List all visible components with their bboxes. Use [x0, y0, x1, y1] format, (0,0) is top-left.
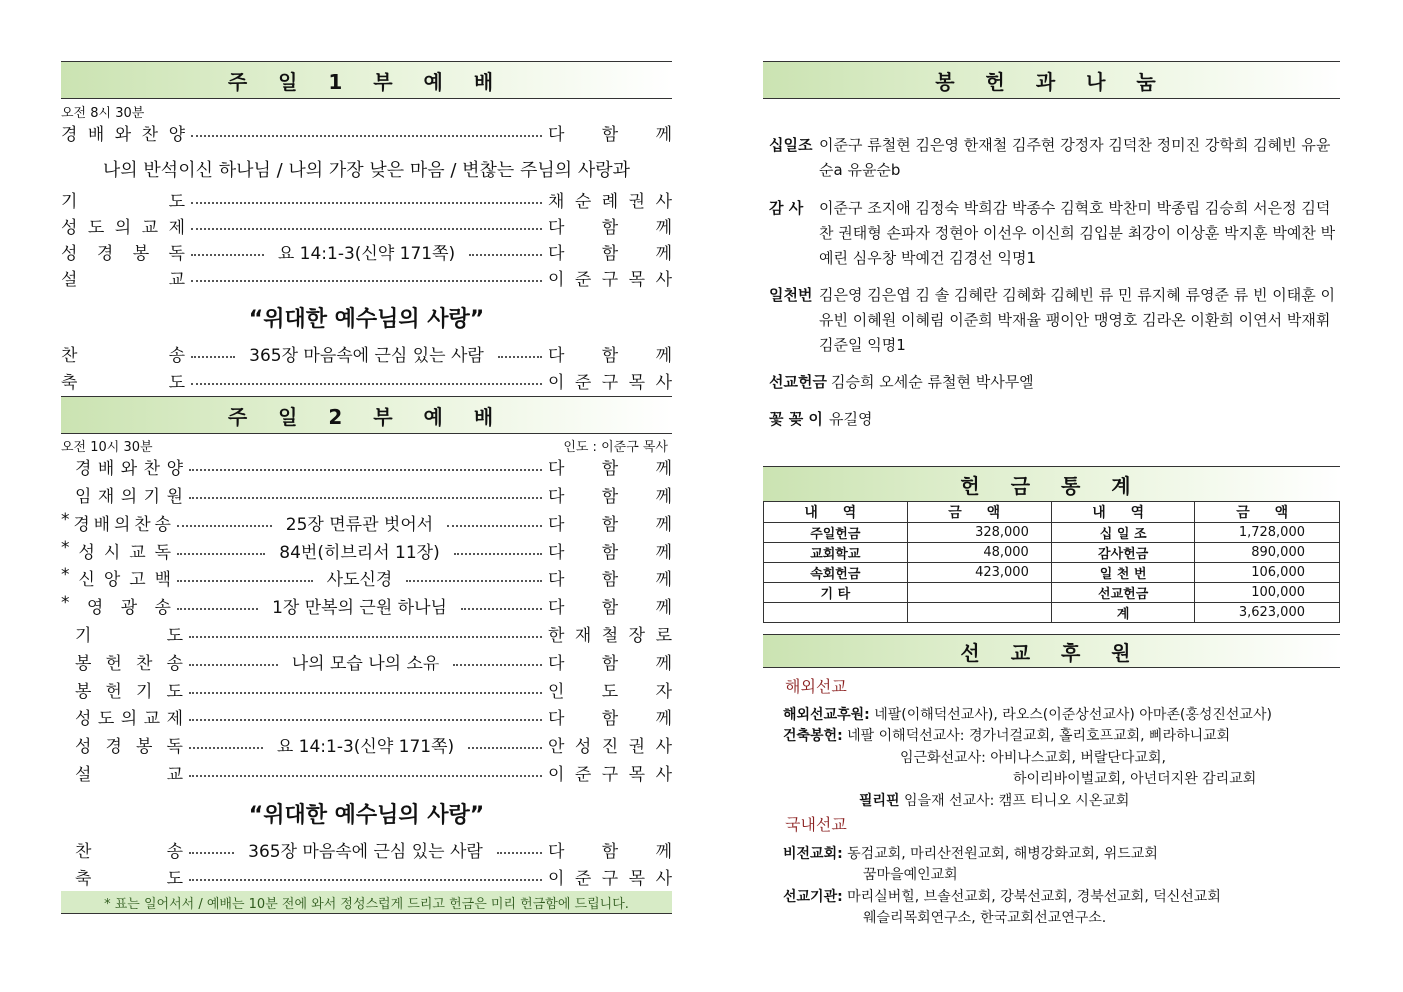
mission-line [783, 843, 1158, 863]
item-detail: 84번(히브리서 11장) [279, 542, 440, 563]
mission-text: 임근화선교사: 아비나스교회, 버랄단다교회, [900, 750, 1166, 766]
stats-amount: 423,000 [907, 563, 1051, 583]
item-label: 기 도 [75, 625, 183, 646]
item-leader: 다 함 께 [548, 243, 672, 264]
dot-leader [468, 747, 542, 749]
offering-header: 봉 헌 과 나 눔 [763, 61, 1340, 99]
stats-amount: 106,000 [1195, 563, 1340, 583]
offering-names: 유길영 [829, 410, 873, 428]
offering-group [763, 407, 1340, 432]
item-label: * 성 시 교 독 [61, 537, 171, 563]
mission-line [863, 907, 1106, 927]
dot-leader [191, 383, 542, 385]
item-leader: 채 순 례 권 사 [548, 191, 672, 212]
item-leader: 한 재 철 장 로 [548, 625, 672, 646]
item-label: 임 재 의 기 원 [75, 486, 183, 507]
stats-item: 감사헌금 [1051, 543, 1195, 563]
order-of-service-row [61, 676, 672, 702]
item-leader: 다 함 께 [548, 569, 673, 590]
item-label: 찬 송 [61, 345, 185, 366]
item-label: 축 도 [61, 372, 185, 393]
stats-item [764, 603, 908, 623]
item-leader: 이 준 구 목 사 [548, 764, 672, 785]
dot-leader [189, 497, 542, 499]
overseas-mission-title: 해외선교 [785, 677, 847, 696]
order-of-service-row [61, 592, 672, 618]
item-label: 성 경 봉 독 [75, 736, 183, 757]
item-label: 봉 헌 찬 송 [75, 653, 183, 674]
mission-category: 비전교회: [783, 846, 843, 862]
dot-leader [191, 254, 264, 256]
stats-row [764, 583, 1340, 603]
stats-item: 교회학교 [764, 543, 908, 563]
order-of-service-row [61, 564, 672, 590]
item-detail: 1장 만복의 근원 하나님 [272, 597, 447, 618]
dot-leader [191, 356, 235, 358]
stats-item: 주일헌금 [764, 523, 908, 543]
item-detail: 25장 면류관 벗어서 [285, 514, 434, 535]
offering-type: 감 사 [769, 199, 804, 217]
mission-line [783, 725, 1230, 745]
mission-category: 필리핀 [859, 793, 900, 809]
stats-item: 계 [1051, 603, 1195, 623]
dot-leader [189, 747, 263, 749]
item-label: 설 교 [75, 764, 183, 785]
order-of-service-row [61, 863, 672, 889]
order-of-service-row [61, 509, 672, 535]
mission-line [783, 704, 1272, 724]
dot-leader [191, 202, 542, 204]
dot-leader [461, 608, 542, 610]
item-leader: 다 함 께 [548, 653, 672, 674]
item-detail: 요 14:1-3(신약 171쪽) [277, 243, 456, 264]
service2-time: 오전 10시 30분 [61, 440, 153, 455]
stats-item: 속회헌금 [764, 563, 908, 583]
item-label: 봉 헌 기 도 [75, 681, 183, 702]
item-leader: 안 성 진 권 사 [548, 736, 672, 757]
order-of-service-row [61, 703, 672, 729]
footer-note: * 표는 일어서서 / 예배는 10분 전에 와서 정성스럽게 드리고 헌금은 미리 헌금함에 드립니다. [61, 891, 672, 914]
order-of-service-row [61, 119, 672, 145]
dot-leader [189, 636, 542, 638]
order-of-service-row [61, 759, 672, 785]
dot-leader [189, 775, 542, 777]
dot-leader [189, 664, 278, 666]
offering-stats-table [763, 501, 1340, 623]
mission-text: 네팔 이해덕선교사: 경가너걸교회, 홀리호프교회, 삐라하니교회 [842, 728, 1231, 744]
item-label: 기 도 [61, 191, 185, 212]
item-label: 경 배 와 찬 양 [61, 124, 185, 145]
dot-leader [177, 525, 272, 527]
offering-names: 김은영 김은엽 김 솔 김혜란 김혜화 김혜빈 류 민 류지혜 류영준 류 빈 이태훈 이유빈 이혜원 이혜림 이준희 박재율 팽이안 맹영호 김라온 이환희 이연서 박재휘 김준일 익명1 [819, 286, 1335, 354]
stats-amount: 48,000 [907, 543, 1051, 563]
order-of-service-row [61, 731, 672, 757]
order-of-service-row [61, 264, 672, 290]
mission-header: 선 교 후 원 [763, 634, 1340, 668]
offering-type: 선교헌금 [769, 373, 827, 391]
stats-header: 헌 금 통 계 [763, 466, 1340, 502]
item-detail: 365장 마음속에 근심 있는 사람 [249, 345, 484, 366]
order-of-service-row [61, 481, 672, 507]
item-leader: 다 함 께 [548, 458, 672, 479]
item-detail: 사도신경 [326, 569, 393, 590]
dot-leader [177, 580, 313, 582]
mission-text: 네팔(이해덕선교사), 라오스(이준상선교사) 아마존(홍성진선교사) [869, 707, 1272, 723]
dot-leader [406, 580, 542, 582]
dot-leader [498, 356, 542, 358]
mission-text: 임을재 선교사: 캠프 티니오 시온교회 [899, 793, 1130, 809]
item-leader: 다 함 께 [548, 217, 672, 238]
stats-amount: 100,000 [1195, 583, 1340, 603]
dot-leader [191, 228, 542, 230]
stats-row [764, 543, 1340, 563]
item-leader: 다 함 께 [548, 597, 673, 618]
order-of-service-row [61, 340, 672, 366]
item-label: 설 교 [61, 269, 185, 290]
offering-names: 김승희 오세순 류철현 박사무엘 [831, 373, 1034, 391]
dot-leader [177, 553, 265, 555]
stats-item: 일 천 번 [1051, 563, 1195, 583]
item-leader: 다 함 께 [548, 841, 672, 862]
order-of-service-row [61, 836, 672, 862]
dot-leader [469, 254, 542, 256]
offering-group [763, 196, 1340, 271]
item-label: * 경 배 의 찬 송 [61, 509, 171, 535]
item-label: 축 도 [75, 868, 183, 889]
order-of-service-row [61, 620, 672, 646]
item-label: * 영 광 송 [61, 592, 171, 618]
item-leader: 다 함 께 [548, 486, 672, 507]
stats-row [764, 563, 1340, 583]
order-of-service-row [61, 367, 672, 393]
mission-category: 해외선교후원: [783, 707, 870, 723]
service1-time: 오전 8시 30분 [61, 106, 145, 121]
item-label: 성 도 의 교 제 [61, 217, 185, 238]
item-detail: 요 14:1-3(신약 171쪽) [276, 736, 455, 757]
item-label: * 신 앙 고 백 [61, 564, 171, 590]
stats-row [764, 603, 1340, 623]
dot-leader [189, 692, 542, 694]
stats-col-header: 내 역 [1051, 502, 1195, 523]
mission-text: 마리실버힐, 브솔선교회, 강북선교회, 경북선교회, 덕신선교회 [842, 889, 1221, 905]
order-of-service-row [61, 186, 672, 212]
mission-text: 꿈마을예인교회 [863, 867, 958, 883]
stats-amount: 328,000 [907, 523, 1051, 543]
item-label: 성 경 봉 독 [61, 243, 185, 264]
service2-header: 주 일 2 부 예 배 [61, 396, 672, 434]
item-leader: 다 함 께 [548, 708, 672, 729]
mission-category: 선교기관: [783, 889, 843, 905]
offering-group [763, 133, 1340, 183]
dot-leader [189, 719, 542, 721]
mission-line [783, 886, 1221, 906]
item-label: 경 배 와 찬 양 [75, 458, 183, 479]
mission-text: 하이리바이벌교회, 아넌더지완 감리교회 [1013, 771, 1257, 787]
domestic-mission-title: 국내선교 [785, 815, 847, 834]
order-of-service-row [61, 212, 672, 238]
dot-leader [454, 553, 542, 555]
dot-leader [189, 852, 234, 854]
offering-group [763, 370, 1340, 395]
stats-item: 기 타 [764, 583, 908, 603]
dot-leader [447, 525, 542, 527]
dot-leader [191, 280, 542, 282]
stats-item: 선교헌금 [1051, 583, 1195, 603]
item-leader: 다 함 께 [548, 124, 672, 145]
stats-amount: 890,000 [1195, 543, 1340, 563]
item-leader: 다 함 께 [548, 514, 672, 535]
offering-type: 꽃 꽂 이 [769, 410, 823, 428]
stats-amount [907, 583, 1051, 603]
mission-category: 건축봉헌: [783, 728, 843, 744]
item-leader: 다 함 께 [548, 542, 672, 563]
stats-row [764, 523, 1340, 543]
stats-col-header: 금 액 [1195, 502, 1340, 523]
offering-names: 이준구 조지애 김정숙 박희감 박종수 김혁호 박찬미 박종립 김승희 서은정 김덕찬 권태형 손파자 정현아 이선우 이신희 김입분 최강이 이상훈 박지훈 박예찬 박예린 심우창 박예건 김경선 익명1 [819, 199, 1336, 267]
order-of-service-row [61, 238, 672, 264]
item-leader: 이 준 구 목 사 [548, 269, 672, 290]
mission-line [900, 747, 1166, 767]
mission-text: 동검교회, 마리산전원교회, 해병강화교회, 위드교회 [842, 846, 1158, 862]
item-leader: 이 준 구 목 사 [548, 868, 672, 889]
item-label: 성 도 의 교 제 [75, 708, 183, 729]
item-leader: 다 함 께 [548, 345, 672, 366]
offering-names: 이준구 류철현 김은영 한재철 김주현 강정자 김덕찬 정미진 강학희 김혜빈 유윤순a 유윤순b [819, 136, 1331, 179]
mission-line [859, 790, 1129, 810]
service2-leader: 인도 : 이준구 목사 [563, 440, 668, 455]
item-leader: 이 준 구 목 사 [548, 372, 672, 393]
order-of-service-row [61, 453, 672, 479]
offering-group [763, 283, 1340, 358]
offering-type: 일천번 [769, 286, 813, 304]
order-of-service-row [61, 537, 672, 563]
item-detail: 365장 마음속에 근심 있는 사람 [248, 841, 483, 862]
stats-col-header: 금 액 [907, 502, 1051, 523]
service1-praise-songs: 나의 반석이신 하나님 / 나의 가장 낮은 마음 / 변찮는 주님의 사랑과 [102, 160, 631, 181]
dot-leader [453, 664, 542, 666]
item-label: 찬 송 [75, 841, 183, 862]
item-detail: 나의 모습 나의 소유 [291, 653, 440, 674]
stats-amount: 1,728,000 [1195, 523, 1340, 543]
service1-sermon-title: “위대한 예수님의 사랑” [248, 307, 485, 332]
service2-sermon-title: “위대한 예수님의 사랑” [248, 803, 485, 828]
dot-leader [497, 852, 542, 854]
mission-line [863, 864, 958, 884]
dot-leader [177, 608, 258, 610]
item-leader: 인 도 자 [548, 681, 672, 702]
dot-leader [189, 879, 542, 881]
stats-amount [907, 603, 1051, 623]
service1-header: 주 일 1 부 예 배 [61, 61, 672, 99]
stats-amount: 3,623,000 [1195, 603, 1340, 623]
order-of-service-row [61, 648, 672, 674]
stats-item: 십 일 조 [1051, 523, 1195, 543]
dot-leader [191, 135, 542, 137]
dot-leader [189, 469, 542, 471]
offering-type: 십일조 [769, 136, 813, 154]
stats-col-header: 내 역 [764, 502, 908, 523]
mission-text: 웨슬리목회연구소, 한국교회선교연구소. [863, 910, 1107, 926]
mission-line [1013, 768, 1256, 788]
